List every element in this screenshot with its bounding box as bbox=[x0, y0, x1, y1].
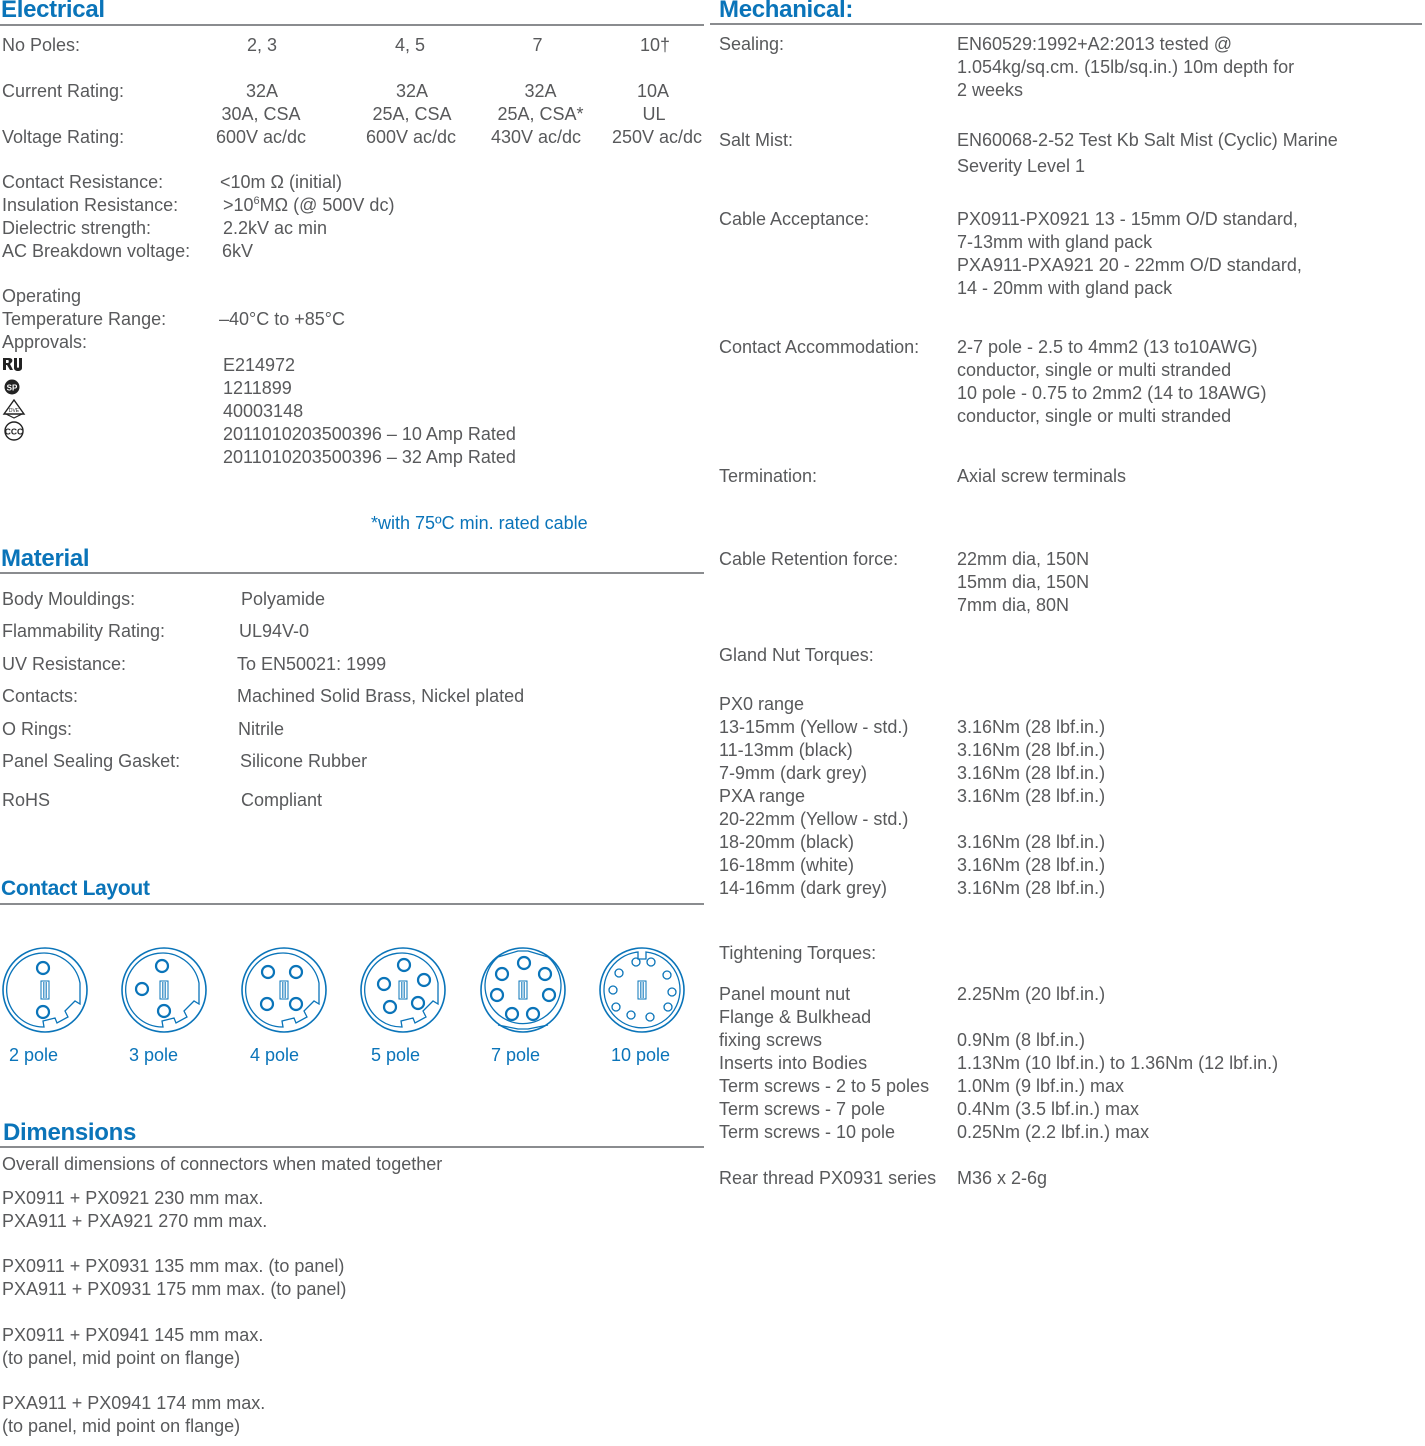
termination-label: Termination: bbox=[719, 466, 818, 486]
contact-accommodation-line: conductor, single or multi stranded bbox=[957, 360, 1232, 380]
contact-pin bbox=[136, 983, 148, 995]
retention-line: 7mm dia, 80N bbox=[957, 595, 1070, 615]
contact-pin bbox=[612, 1003, 620, 1011]
tightening-row-label: Term screws - 7 pole bbox=[719, 1099, 886, 1119]
tightening-row-label: fixing screws bbox=[719, 1030, 823, 1050]
current-sub-col-3: 25A, CSA* bbox=[497, 104, 584, 124]
pole-label-4: 4 pole bbox=[250, 1045, 300, 1065]
pole-label-10: 10 pole bbox=[611, 1045, 671, 1065]
svg-text:SP: SP bbox=[6, 383, 18, 393]
operating-label: Operating bbox=[2, 286, 82, 306]
retention-label: Cable Retention force: bbox=[719, 549, 899, 569]
contact-layout-heading: Contact Layout bbox=[1, 877, 150, 900]
contact-accommodation-line: 2-7 pole - 2.5 to 4mm2 (13 to10AWG) bbox=[957, 337, 1258, 357]
salt-mist-line: Severity Level 1 bbox=[957, 156, 1086, 176]
material-value-uv: To EN50021: 1999 bbox=[237, 654, 387, 674]
pole-label-7: 7 pole bbox=[491, 1045, 541, 1065]
current-sub-col-2: 25A, CSA bbox=[372, 104, 452, 124]
material-label-orings: O Rings: bbox=[2, 719, 73, 739]
voltage-col-1: 600V ac/dc bbox=[215, 127, 307, 147]
csa-icon bbox=[3, 377, 27, 397]
cable-acceptance-line: 14 - 20mm with gland pack bbox=[957, 278, 1173, 298]
current-label: Current Rating: bbox=[2, 81, 125, 101]
contact-pin bbox=[646, 1013, 654, 1021]
connector-4-pole-icon bbox=[239, 945, 329, 1035]
gland-row-label: 20-22mm (Yellow - std.) bbox=[719, 809, 909, 829]
pole-label-5: 5 pole bbox=[371, 1045, 421, 1065]
contact-pin bbox=[539, 968, 551, 980]
contact-pin bbox=[158, 1005, 170, 1017]
dimension-line: (to panel, mid point on flange) bbox=[2, 1416, 241, 1436]
contact-pin bbox=[418, 974, 430, 986]
gland-row-value: 3.16Nm (28 lbf.in.) bbox=[957, 878, 1106, 898]
vde-icon bbox=[2, 399, 26, 419]
current-sub-col-1: 30A, CSA bbox=[221, 104, 301, 124]
salt-mist-line: EN60068-2-52 Test Kb Salt Mist (Cyclic) Marine bbox=[957, 130, 1338, 150]
rear-thread-label: Rear thread PX0931 series bbox=[719, 1168, 937, 1188]
connector-2-pole-icon bbox=[0, 945, 90, 1035]
tightening-row-label: Panel mount nut bbox=[719, 984, 851, 1004]
temperature-value: –40°C to +85°C bbox=[219, 309, 345, 329]
contact-pin bbox=[378, 978, 390, 990]
contact-pin bbox=[398, 959, 410, 971]
dimension-line: PXA911 + PX0941 174 mm max. bbox=[2, 1393, 266, 1413]
current-col-1: 32A bbox=[245, 81, 279, 101]
mechanical-divider bbox=[710, 23, 1422, 25]
gland-row-value: 3.16Nm (28 lbf.in.) bbox=[957, 786, 1106, 806]
connector-10-pole-icon bbox=[597, 945, 687, 1035]
temperature-label: Temperature Range: bbox=[2, 309, 167, 329]
gland-row-value: 3.16Nm (28 lbf.in.) bbox=[957, 832, 1106, 852]
approval-vde-value: 40003148 bbox=[223, 401, 304, 421]
tightening-row-label: Term screws - 10 pole bbox=[719, 1122, 896, 1142]
breakdown-value: 6kV bbox=[222, 241, 254, 261]
contact-pin bbox=[37, 1006, 49, 1018]
gland-nut-label: Gland Nut Torques: bbox=[719, 645, 874, 665]
contact-pin bbox=[290, 966, 302, 978]
contact-pin bbox=[647, 958, 655, 966]
material-label-rohs: RoHS bbox=[2, 790, 51, 810]
material-label-contacts: Contacts: bbox=[2, 686, 79, 706]
tightening-row-value: 0.9Nm (8 lbf.in.) bbox=[957, 1030, 1086, 1050]
gland-row-label: 14-16mm (dark grey) bbox=[719, 878, 888, 898]
material-value-rohs: Compliant bbox=[241, 790, 323, 810]
contact-accommodation-line: 10 pole - 0.75 to 2mm2 (14 to 18AWG) bbox=[957, 383, 1267, 403]
breakdown-label: AC Breakdown voltage: bbox=[2, 241, 191, 261]
svg-text:DVE: DVE bbox=[8, 408, 20, 414]
contact-pin bbox=[496, 968, 508, 980]
contact-pin bbox=[37, 962, 49, 974]
voltage-label: Voltage Rating: bbox=[2, 127, 125, 147]
current-col-4: 10A bbox=[636, 81, 670, 101]
contact-resistance-value: <10m Ω (initial) bbox=[220, 172, 342, 192]
tightening-row-label: Flange & Bulkhead bbox=[719, 1007, 872, 1027]
contact-pin bbox=[518, 957, 530, 969]
contact-pin bbox=[632, 958, 640, 966]
contact-pin bbox=[261, 998, 273, 1010]
dimension-line: PXA911 + PXA921 270 mm max. bbox=[2, 1211, 268, 1231]
connector-3-pole-icon bbox=[119, 945, 209, 1035]
dielectric-value: 2.2kV ac min bbox=[223, 218, 328, 238]
cable-acceptance-line: PX0911-PX0921 13 - 15mm O/D standard, bbox=[957, 209, 1298, 229]
dimension-line: PX0911 + PX0921 230 mm max. bbox=[2, 1188, 264, 1208]
gland-row-label: 13-15mm (Yellow - std.) bbox=[719, 717, 909, 737]
contact-pin bbox=[156, 960, 168, 972]
current-sub-col-4: UL bbox=[642, 104, 666, 124]
contact-accommodation-line: conductor, single or multi stranded bbox=[957, 406, 1232, 426]
approval-ul-value: E214972 bbox=[223, 355, 296, 375]
dimension-line: (to panel, mid point on flange) bbox=[2, 1348, 241, 1368]
cable-acceptance-label: Cable Acceptance: bbox=[719, 209, 870, 229]
dimension-line: PXA911 + PX0931 175 mm max. (to panel) bbox=[2, 1279, 347, 1299]
material-value-flammability: UL94V-0 bbox=[239, 621, 310, 641]
gland-row-value: 3.16Nm (28 lbf.in.) bbox=[957, 740, 1106, 760]
gland-row-label: 7-9mm (dark grey) bbox=[719, 763, 868, 783]
material-value-gasket: Silicone Rubber bbox=[240, 751, 368, 771]
contact-pin bbox=[627, 1011, 635, 1019]
approval-ccc-32a-value: 2011010203500396 – 32 Amp Rated bbox=[223, 447, 516, 467]
approval-csa-value: 1211899 bbox=[223, 378, 292, 398]
sealing-line: EN60529:1992+A2:2013 tested @ bbox=[957, 34, 1232, 54]
sealing-line: 2 weeks bbox=[957, 80, 1024, 100]
contact-pin bbox=[664, 1003, 672, 1011]
retention-line: 15mm dia, 150N bbox=[957, 572, 1090, 592]
voltage-col-3: 430V ac/dc bbox=[490, 127, 582, 147]
gland-row-value: 3.16Nm (28 lbf.in.) bbox=[957, 763, 1106, 783]
voltage-col-4: 250V ac/dc bbox=[611, 127, 703, 147]
contact-pin bbox=[262, 966, 274, 978]
contact-pin bbox=[668, 988, 676, 996]
cable-footnote: *with 75ºC min. rated cable bbox=[371, 513, 588, 533]
poles-col-1: 2, 3 bbox=[246, 35, 278, 55]
current-col-2: 32A bbox=[395, 81, 429, 101]
material-value-body: Polyamide bbox=[241, 589, 326, 609]
cable-acceptance-line: 7-13mm with gland pack bbox=[957, 232, 1153, 252]
salt-mist-label: Salt Mist: bbox=[719, 130, 794, 150]
tightening-row-value: 0.4Nm (3.5 lbf.in.) max bbox=[957, 1099, 1140, 1119]
contact-pin bbox=[663, 971, 671, 979]
contact-pin bbox=[290, 998, 302, 1010]
sealing-label: Sealing: bbox=[719, 34, 785, 54]
mechanical-heading: Mechanical: bbox=[719, 0, 854, 23]
pole-label-3: 3 pole bbox=[129, 1045, 179, 1065]
contact-accommodation-label: Contact Accommodation: bbox=[719, 337, 920, 357]
connector-5-pole-icon bbox=[358, 945, 448, 1035]
current-col-3: 32A bbox=[524, 81, 557, 101]
sealing-line: 1.054kg/sq.cm. (15lb/sq.in.) 10m depth for bbox=[957, 57, 1295, 77]
material-label-gasket: Panel Sealing Gasket: bbox=[2, 751, 181, 771]
tightening-row-value: 2.25Nm (20 lbf.in.) bbox=[957, 984, 1106, 1004]
ccc-icon bbox=[2, 421, 26, 441]
electrical-heading: Electrical bbox=[1, 0, 105, 23]
svg-text:CCC: CCC bbox=[4, 426, 24, 437]
contact-layout-divider bbox=[0, 903, 704, 905]
termination-value: Axial screw terminals bbox=[957, 466, 1127, 486]
poles-col-4: 10† bbox=[639, 35, 671, 55]
material-heading: Material bbox=[1, 545, 90, 572]
contact-pin bbox=[609, 986, 617, 994]
tightening-row-label: Inserts into Bodies bbox=[719, 1053, 868, 1073]
contact-pin bbox=[615, 969, 623, 977]
dimensions-intro: Overall dimensions of connectors when mated together bbox=[2, 1154, 443, 1174]
material-value-contacts: Machined Solid Brass, Nickel plated bbox=[237, 686, 525, 706]
contact-pin bbox=[506, 1008, 518, 1020]
contact-pin bbox=[543, 989, 555, 1001]
tightening-row-label: Term screws - 2 to 5 poles bbox=[719, 1076, 930, 1096]
gland-row-label: 11-13mm (black) bbox=[719, 740, 853, 760]
insulation-label: Insulation Resistance: bbox=[2, 195, 179, 215]
tightening-row-value: 1.13Nm (10 lbf.in.) to 1.36Nm (12 lbf.in.) bbox=[957, 1053, 1279, 1073]
contact-resistance-label: Contact Resistance: bbox=[2, 172, 164, 192]
contact-pin bbox=[412, 997, 424, 1009]
dimensions-divider bbox=[0, 1146, 704, 1148]
contact-pin bbox=[527, 1008, 539, 1020]
material-label-uv: UV Resistance: bbox=[2, 654, 127, 674]
insulation-value bbox=[223, 194, 394, 217]
dielectric-label: Dielectric strength: bbox=[2, 218, 152, 238]
dimensions-heading: Dimensions bbox=[3, 1119, 137, 1146]
contact-pin bbox=[384, 1001, 396, 1013]
tightening-row-value: 0.25Nm (2.2 lbf.in.) max bbox=[957, 1122, 1150, 1142]
poles-col-2: 4, 5 bbox=[394, 35, 426, 55]
insulation-prefix: >10 bbox=[223, 195, 254, 215]
gland-row-value: 3.16Nm (28 lbf.in.) bbox=[957, 855, 1106, 875]
approvals-label: Approvals: bbox=[2, 332, 88, 352]
material-label-body: Body Mouldings: bbox=[2, 589, 136, 609]
gland-row-value: 3.16Nm (28 lbf.in.) bbox=[957, 717, 1106, 737]
approval-ccc-10a-value: 2011010203500396 – 10 Amp Rated bbox=[223, 424, 516, 444]
tightening-label: Tightening Torques: bbox=[719, 943, 877, 963]
voltage-col-2: 600V ac/dc bbox=[365, 127, 457, 147]
poles-label: No Poles: bbox=[2, 35, 81, 55]
electrical-divider bbox=[0, 24, 704, 26]
poles-col-3: 7 bbox=[532, 35, 543, 55]
gland-row-label: PXA range bbox=[719, 786, 806, 806]
gland-row-label: 18-20mm (black) bbox=[719, 832, 855, 852]
material-label-flammability: Flammability Rating: bbox=[2, 621, 166, 641]
retention-line: 22mm dia, 150N bbox=[957, 549, 1090, 569]
rear-thread-value: M36 x 2-6g bbox=[957, 1168, 1048, 1188]
connector-7-pole-icon bbox=[478, 945, 568, 1035]
cable-acceptance-line: PXA911-PXA921 20 - 22mm O/D standard, bbox=[957, 255, 1302, 275]
dimension-line: PX0911 + PX0931 135 mm max. (to panel) bbox=[2, 1256, 345, 1276]
material-divider bbox=[0, 572, 704, 574]
gland-row-label: PX0 range bbox=[719, 694, 805, 714]
material-value-orings: Nitrile bbox=[238, 719, 285, 739]
gland-row-label: 16-18mm (white) bbox=[719, 855, 855, 875]
insulation-suffix: MΩ (@ 500V dc) bbox=[259, 195, 395, 215]
insulation-exponent: 6 bbox=[253, 195, 260, 207]
dimension-line: PX0911 + PX0941 145 mm max. bbox=[2, 1325, 264, 1345]
pole-label-2: 2 pole bbox=[9, 1045, 59, 1065]
ul-recognized-icon bbox=[2, 355, 26, 375]
contact-pin bbox=[491, 989, 503, 1001]
tightening-row-value: 1.0Nm (9 lbf.in.) max bbox=[957, 1076, 1125, 1096]
